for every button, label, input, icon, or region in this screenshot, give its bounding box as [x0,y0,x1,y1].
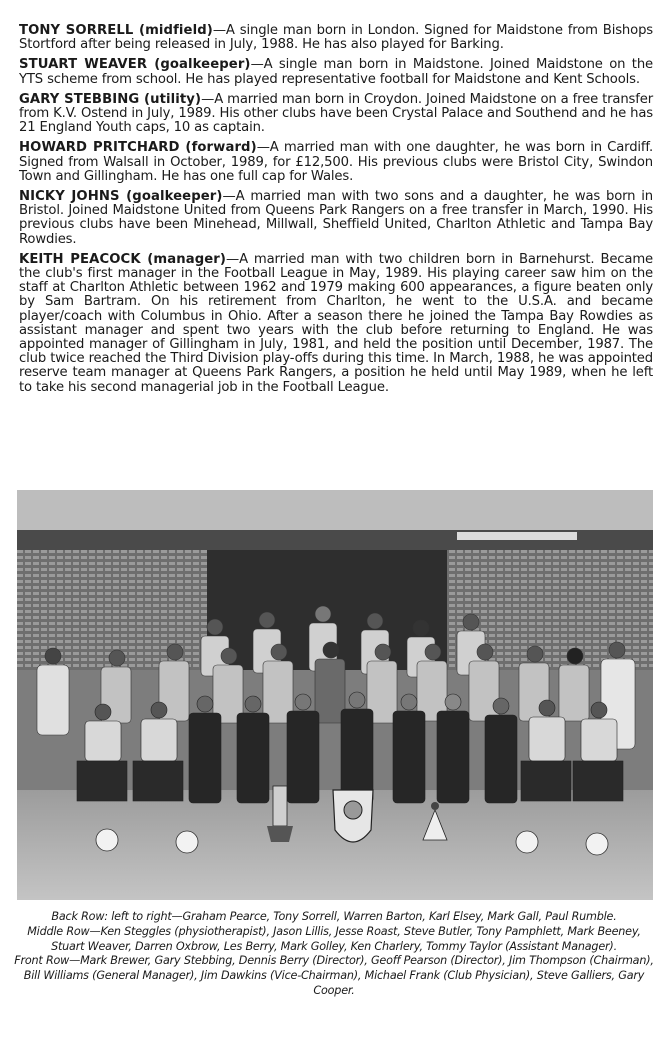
dash: — [212,23,226,38]
profile-text: A married man with two sons and a daughter, he was born in Bristol. Joined Maidstone United from Queens Park Rangers on a free transfer in March, 1990. His previous clubs have been Minehead, Millwall, Sheffield United, Charlton Athletic and Tampa Bay Rowdies. [19,189,653,247]
profile-entry [19,24,653,52]
caption-front-row: Front Row—Mark Brewer, Gary Stebbing, Dennis Berry (Director), Geoff Pearson (Director), Jim Thompson (Chairman), Bill Williams (General Manager), Jim Dawkins (Vice-Chairman), Michael Frank (Club Physician), Steve Galliers, Gary Cooper. [14,954,654,997]
profile-entry [19,253,653,395]
dash: — [250,57,264,73]
football [586,833,608,855]
football [176,831,198,853]
profile-entry [19,58,653,86]
profile-name: HOWARD PRITCHARD (forward) [19,140,257,156]
profile-text: A married man with two children born in Barnehurst. Became the club's first manager in the Football League in May, 1989. His playing career saw him on the staff at Charlton Athletic between 1962 and 1979 making 600 appearances, a figure beaten only by Sam Bartram. On his retirement from Charlton, he went to the U.S.A. and became player/coach with Columbus in Ohio. After a season there he joined the Tampa Bay Rowdies as assistant manager and spent two years with the club before returning to England. He was appointed manager of Gillingham in July, 1981, and held the position until December, 1987. The club twice reached the Third Division play-offs during this time. In March, 1988, he was appointed reserve team manager at Queens Park Rangers, a position he held until May 1989, when he left to take his second managerial job in the Football League. [19,251,653,395]
profile-entry [19,141,653,184]
profile-name: GARY STEBBING (utility) [19,91,202,107]
caption-middle-row: Middle Row—Ken Steggles (physiotherapist), Jason Lillis, Jesse Roast, Steve Butler, Tony Pamphlett, Mark Beeney, Stuart Weaver, Darren Oxbrow, Les Berry, Mark Golley, Ken Charlery, Tommy Taylor (Assistant Manager). [27,924,641,953]
profile-name: STUART WEAVER (goalkeeper) [19,57,251,73]
sign-board [457,532,577,540]
dash: — [222,189,236,205]
football [516,831,538,853]
profile-entry [19,93,653,136]
profile-entry [19,190,653,247]
roof [17,490,653,530]
profile-text: A single man born in Maidstone. Joined Maidstone on the YTS scheme from school. He has played representative football for Maidstone and Kent Schools. [19,57,653,87]
team-photo [17,490,653,900]
profile-text: A married man with one daughter, he was born in Cardiff. Signed from Walsall in October, 1989, for £12,500. His previous clubs were Bristol City, Swindon Town and Gillingham. He has one full cap for Wales. [19,140,653,184]
caption-back-row: Back Row: left to right—Graham Pearce, Tony Sorrell, Warren Barton, Karl Elsey, Mark Gall, Paul Rumble. [51,910,617,923]
profile-name: NICKY JOHNS (goalkeeper) [19,189,223,205]
profile-name: TONY SORRELL (midfield) [19,23,213,38]
profile-name: KEITH PEACOCK (manager) [19,251,227,267]
team-photo-illustration [17,490,653,900]
player-profiles [19,24,653,401]
dash: — [256,140,270,156]
photo-caption [10,910,658,999]
dash: — [226,251,240,267]
profile-text: A single man born in London. Signed for Maidstone from Bishops Stortford after being released in July, 1988. He has also played for Barking. [19,23,654,53]
profile-text: A married man born in Croydon. Joined Maidstone on a free transfer from K.V. Ostend in July, 1989. His other clubs have been Crystal Palace and Southend and he has 21 England Youth caps, 10 as captain. [19,91,654,136]
football [96,829,118,851]
trophy-shield [333,790,373,842]
dash: — [201,91,215,107]
